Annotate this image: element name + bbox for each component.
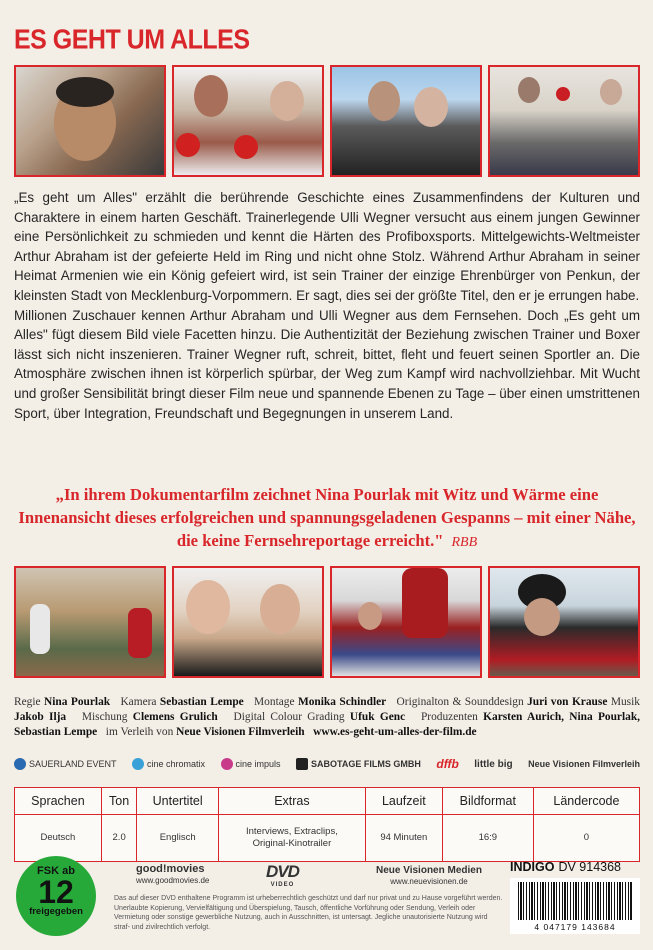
spec-header-bildformat: Bildformat — [442, 788, 533, 815]
credit-label-mischung: Mischung — [81, 711, 128, 724]
film-website: www.es-geht-um-alles-der-film.de — [313, 726, 477, 739]
credit-montage: Monika Schindler — [297, 696, 387, 708]
page-title: ES GEHT UM ALLES — [14, 24, 250, 56]
photo-boxer-cap — [488, 566, 640, 678]
cinechromatix-icon — [132, 758, 144, 770]
description-text — [14, 188, 640, 423]
catalog-number — [510, 860, 621, 874]
spec-header-untertitel: Untertitel — [137, 788, 218, 815]
spec-ton: 2.0 — [101, 815, 137, 862]
photo-boxing-gym — [488, 65, 640, 177]
cineimpuls-icon — [221, 758, 233, 770]
distributor-logos — [114, 862, 504, 890]
catalog-code: DV 914368 — [558, 860, 622, 874]
spec-header-laendercode: Ländercode — [533, 788, 639, 815]
credit-regie: Nina Pourlak — [44, 696, 111, 708]
spec-extras: Interviews, Extraclips, Original-Kinotrailer — [218, 815, 365, 862]
barcode-number: 4 047179 143684 — [534, 922, 616, 932]
press-quote — [14, 483, 640, 554]
credit-label-kamera: Kamera — [120, 696, 157, 708]
credit-label-montage: Montage — [254, 696, 295, 708]
sabotage-icon — [296, 758, 308, 770]
quote-text: „In ihrem Dokumentarfilm zeichnet Nina Pourlak mit Witz und Wärme eine Innenansicht dieses erfolgreichen und spannungsgeladenen Gespanns – mit einer Nähe, die keine Fernsehreportage erreicht." — [18, 485, 636, 550]
credit-label-regie: Regie — [14, 696, 41, 708]
photo-trainer-punching-bag — [330, 566, 482, 678]
fsk-freigegeben: freigegeben — [29, 906, 83, 917]
spec-header-laufzeit: Laufzeit — [365, 788, 442, 815]
spec-header-ton: Ton — [101, 788, 137, 815]
spec-laendercode: 0 — [533, 815, 639, 862]
top-photo-strip — [14, 65, 640, 177]
photo-boxer-trainer-outdoors — [330, 65, 482, 177]
logo-dffb: dffb — [436, 757, 459, 771]
spec-header-sprachen: Sprachen — [15, 788, 102, 815]
legal-notice: Das auf dieser DVD enthaltene Programm ist urheberrechtlich geschützt und darf nur privat und zu Hause vorgeführt werden. Unerlaubte Kopierung, Vervielfältigung und Überspielung, Tausch, öffentliche Vorführung oder Sendung, Verleih oder Vermietung oder sonstige gewerbliche Nutzung, auch in Ausschnitten, ist untersagt. Jegliche unautorisierte Nutzung wird straf- und zivilrechtlich verfolgt. — [114, 895, 503, 931]
credit-grading: Ufuk Genc — [349, 711, 406, 724]
fsk-label: FSK ab — [37, 865, 75, 877]
specs-header-row — [15, 788, 640, 815]
dvd-video-logo: DVD VIDEO — [266, 862, 299, 888]
credit-musik: Jakob Ilja — [14, 711, 67, 724]
spec-bildformat: 16:9 — [442, 815, 533, 862]
photo-trainer-boxer-smiling — [172, 566, 324, 678]
spec-laufzeit: 94 Minuten — [365, 815, 442, 862]
credit-mischung: Clemens Grulich — [132, 711, 218, 724]
credit-label-verleih: im Verleih von — [105, 726, 174, 739]
logo-neuevisionen: Neue Visionen Filmverleih — [528, 759, 640, 769]
specs-value-row — [15, 815, 640, 862]
credit-label-originalton: Originalton & Sounddesign — [396, 696, 524, 708]
barcode-bars — [518, 882, 632, 920]
photo-kids-football — [14, 566, 166, 678]
bottom-photo-strip — [14, 566, 640, 678]
barcode — [510, 878, 640, 934]
fsk-age: 12 — [38, 874, 74, 910]
quote-source: RBB — [451, 535, 478, 550]
logo-sabotage: SABOTAGE FILMS GMBH — [296, 758, 421, 770]
film-credits — [14, 695, 640, 741]
partner-logos — [14, 752, 640, 776]
label-indigo: INDIGO — [510, 860, 555, 874]
logo-littlebig: little big — [474, 758, 513, 770]
spec-untertitel: Englisch — [137, 815, 218, 862]
spec-sprachen: Deutsch — [15, 815, 102, 862]
photo-boxer-portrait — [14, 65, 166, 177]
photo-boxer-trainer-ring — [172, 65, 324, 177]
goodmovies-logo: good!movies www.goodmovies.de — [136, 863, 210, 885]
credit-kamera: Sebastian Lempe — [159, 696, 244, 708]
description-paragraph-1: „Es geht um Alles" erzählt die berührende Geschichte eines Zusammenfindens der Kulturen und Charaktere in einem harten Geschäft. Trainerlegende Ulli Wegner versucht aus einem jungen Gewinner eine Persönlichkeit zu schmieden und kennt die Härten des Profiboxsports. Mittelgewichts-Weltmeister Arthur Abraham ist der gefeierte Held im Ring und nicht ohne Stolz. Während Arthur Abraham in seiner Heimat Armenien wie ein König gefeiert wird, ist sein Trainer der einzige Ehrenbürger von Penkun, der kleinsten Stadt von Mecklenburg-Vorpommern. Er sagt, dies sei der größte Titel, den er je errungen habe. — [14, 190, 640, 303]
credit-label-produzenten: Produzenten — [420, 711, 478, 724]
credit-produzenten: Karsten Aurich, Nina Pourlak, Sebastian Lempe — [14, 711, 641, 739]
credit-label-grading: Digital Colour Grading — [233, 711, 345, 724]
neuevisionen-medien-logo: Neue Visionen Medien www.neuevisionen.de — [376, 865, 482, 886]
credit-label-musik: Musik — [610, 696, 640, 708]
spec-header-extras: Extras — [218, 788, 365, 815]
credit-verleih: Neue Visionen Filmverleih — [176, 726, 305, 739]
logo-cinechromatix: cine chromatix — [132, 758, 205, 770]
description-paragraph-2: Millionen Zuschauer kennen Arthur Abraham und Ulli Wegner aus dem Fernsehen. Doch „Es geht um Alles" fügt diesem Bild viele Facetten hinzu. Die Authentizität der Beziehung zwischen Trainer und Boxer lässt sich nicht inszenieren. Trainer Wegner ruft, schreit, bittet, fleht und feuert seinen Sportler an. Die Atmosphäre zwischen ihnen ist körperlich spürbar, der Weg zum Kampf wird nachvollziehbar. Mit Wucht und großer Sensibilität bringt dieser Film neue und spannende Ebenen zu Tage – über einen umstrittenen Sport, über Integration, Freundschaft und Begegnungen in unserem Land. — [14, 307, 640, 421]
logo-sauerland: SAUERLAND EVENT — [14, 758, 117, 770]
dvd-specs-table — [14, 787, 640, 862]
logo-cineimpuls: cine impuls — [221, 758, 281, 770]
fsk-rating-badge — [16, 856, 96, 936]
credit-originalton: Juri von Krause — [527, 696, 608, 708]
sauerland-icon — [14, 758, 26, 770]
